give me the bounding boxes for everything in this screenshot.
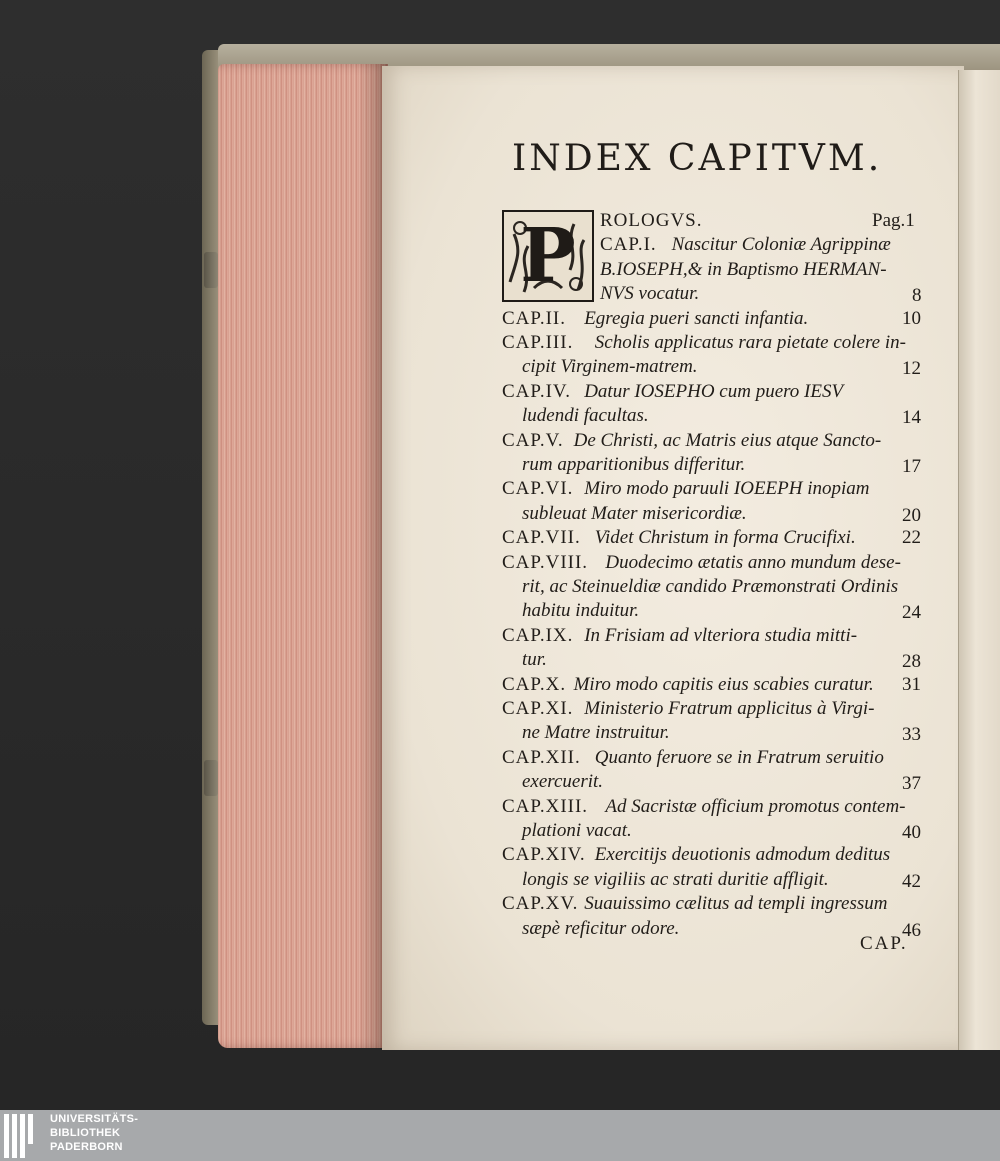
library-name-line2: BIBLIOTHEK: [50, 1127, 121, 1139]
chapter-title-line: plationi vacat.: [522, 820, 632, 841]
chapter-title-line: Quanto feruore se in Fratrum seruitio: [594, 746, 884, 768]
page-number: 42: [902, 870, 921, 892]
page-title: INDEX CAPITVM.: [512, 138, 883, 179]
clasp: [204, 252, 218, 288]
page-number: 12: [902, 358, 921, 380]
chapter-number: CAP.XIV.: [502, 844, 586, 866]
page-number: 24: [902, 602, 921, 624]
chapter-number: CAP.XII.: [502, 746, 581, 768]
chapter-number: CAP.X.: [502, 673, 567, 695]
catchword: CAP.: [860, 933, 908, 954]
chapter-number: CAP.IX.: [502, 624, 574, 646]
page-number: 22: [902, 527, 921, 549]
chapter-title-line: Videt Christum in forma Crucifixi.: [594, 527, 856, 549]
chapter-number: ROLOGVS.: [600, 210, 703, 231]
page-edges: [218, 64, 388, 1048]
chapter-number: CAP.XIII.: [502, 795, 589, 817]
chapter-number: CAP.VI.: [502, 478, 574, 500]
chapter-title-line: ludendi facultas.: [522, 405, 649, 427]
chapter-title-line: Ministerio Fratrum applicitus à Virgi-: [584, 698, 875, 719]
page-number: 31: [902, 673, 921, 695]
page-number: 14: [902, 407, 921, 429]
page-number: 20: [902, 504, 921, 526]
chapter-title-line: Datur IOSEPHO cum puero IESV: [584, 380, 844, 402]
chapter-title-line: Duodecimo ætatis anno mundum dese-: [605, 551, 901, 573]
chapter-title-line: Scholis applicatus rara pietate colere in-: [594, 332, 906, 353]
page-number: 17: [902, 456, 921, 477]
chapter-title-line: cipit Virginem-matrem.: [522, 356, 698, 378]
chapter-title-line: tur.: [522, 649, 547, 671]
chapter-title-line: longis se vigiliis ac strati duritie affligit.: [522, 868, 829, 890]
chapter-title-line: De Christi, ac Matris eius atque Sancto-: [573, 429, 882, 451]
chapter-number: CAP.XI.: [502, 698, 574, 719]
chapter-title-line: NVS vocatur.: [600, 283, 700, 305]
chapter-number: CAP.II.: [502, 307, 567, 329]
chapter-title-line: Ad Sacristæ officium promotus contem-: [605, 795, 906, 817]
chapter-title-line: habitu induitur.: [522, 600, 640, 622]
chapter-number: CAP.V.: [502, 429, 564, 451]
chapter-title-line: Suauissimo cælitus ad templi ingressum: [584, 893, 888, 915]
chapter-title-line: subleuat Mater misericordiæ.: [522, 502, 747, 524]
chapter-title-line: Egregia pueri sancti infantia.: [584, 307, 809, 329]
facing-page-edge: [958, 70, 1000, 1050]
chapter-number: CAP.III.: [502, 332, 574, 353]
chapter-number: CAP.XV.: [502, 893, 579, 915]
chapter-title-line: ne Matre instruitur.: [522, 722, 670, 744]
chapter-title-line: exercuerit.: [522, 771, 604, 793]
page-number: 40: [902, 822, 921, 843]
library-name-line1: UNIVERSITÄTS-: [50, 1113, 139, 1125]
chapter-title-line: Miro modo paruuli IOEEPH inopiam: [584, 478, 870, 500]
chapter-title-line: Exercitijs deuotionis admodum deditus: [594, 844, 891, 866]
chapter-title-line: rit, ac Steinueldiæ candido Præmonstrati Ordinis: [522, 576, 899, 597]
page-number: 37: [902, 773, 921, 795]
chapter-number: CAP.VII.: [502, 527, 581, 549]
chapter-title-line: sæpè reficitur odore.: [522, 917, 680, 939]
chapter-title-line: Nascitur Coloniæ Agrippinæ: [671, 234, 891, 256]
chapter-number: CAP.VIII.: [502, 551, 589, 573]
page-number: 46: [902, 919, 921, 941]
chapter-title-line: Miro modo capitis eius scabies curatur.: [573, 673, 874, 695]
chapter-title-line: B.IOSEPH,& in Baptismo HERMAN-: [600, 258, 887, 280]
chapter-number: CAP.IV.: [502, 380, 571, 402]
decorated-initial: [502, 210, 594, 302]
chapter-title-line: rum apparitionibus differitur.: [522, 454, 746, 475]
chapter-number: CAP.I.: [600, 234, 657, 256]
library-logo-icon: [4, 1114, 42, 1158]
page-number: 8: [912, 285, 922, 307]
clasp: [204, 760, 218, 796]
page-number: 28: [902, 651, 921, 673]
library-footer: [0, 1110, 1000, 1161]
page-number: 10: [902, 307, 921, 329]
page-number: Pag.1: [872, 210, 915, 231]
chapter-title-line: In Frisiam ad vlteriora studia mitti-: [584, 624, 858, 646]
page-number: 33: [902, 724, 921, 746]
initial-letter: P: [520, 213, 576, 299]
library-name-line3: PADERBORN: [50, 1141, 123, 1153]
